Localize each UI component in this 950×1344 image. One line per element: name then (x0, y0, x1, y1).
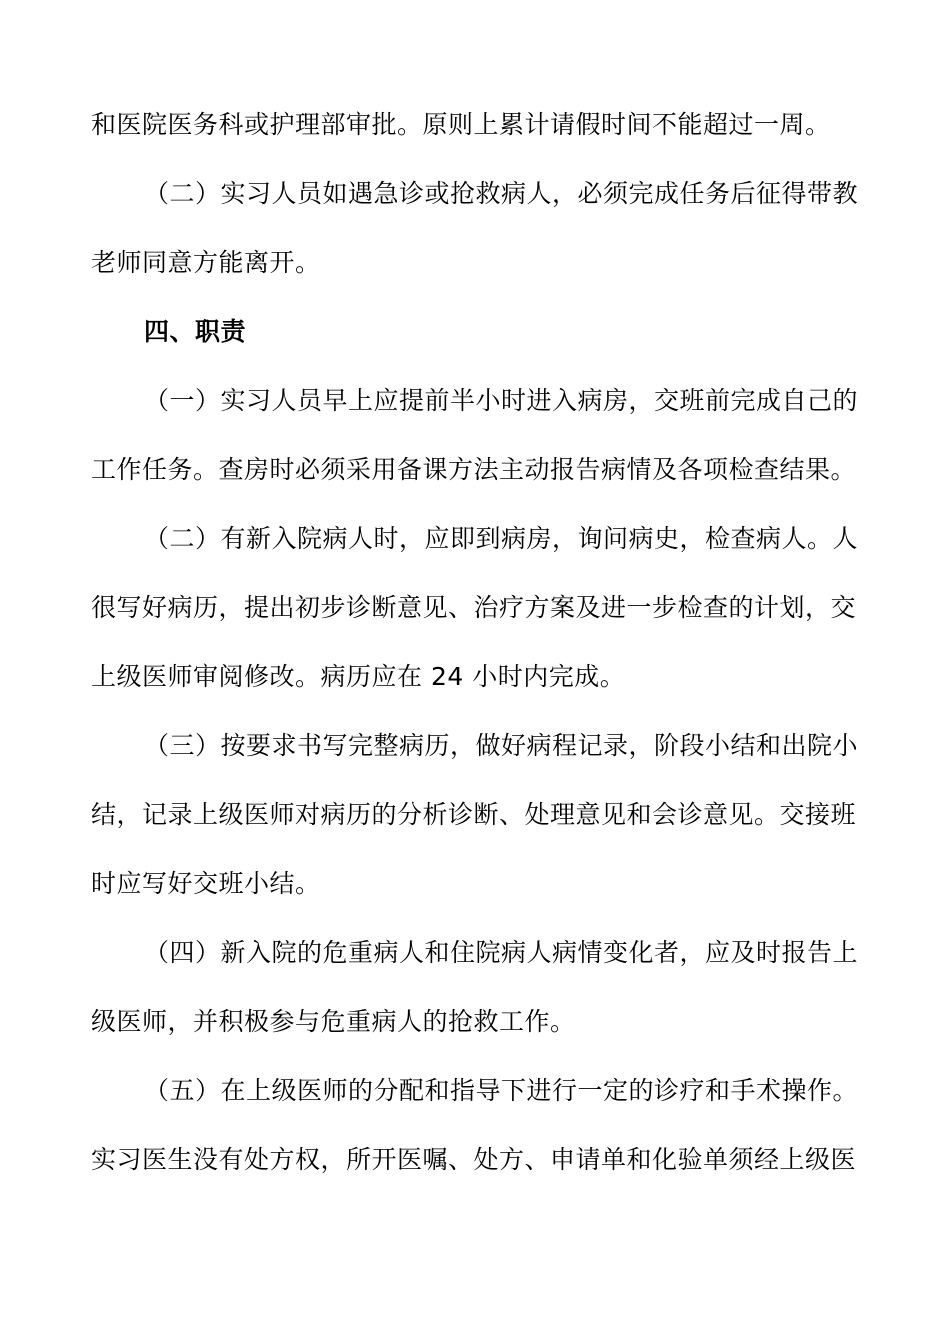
body-text-line: 老师同意方能离开。 (91, 248, 321, 277)
body-text-line: 实习医生没有处方权，所开医嘱、处方、申请单和化验单须经上级医 (91, 1145, 857, 1174)
body-text-line: （一）实习人员早上应提前半小时进入病房，交班前完成自己的 (144, 386, 859, 415)
body-text-line: 工作任务。查房时必须采用备课方法主动报告病情及各项检查结果。 (91, 455, 857, 484)
body-text-line: （二）实习人员如遇急诊或抢救病人，必须完成任务后征得带教 (144, 179, 859, 208)
body-text-line: （二）有新入院病人时，应即到病房，询问病史，检查病人。人 (144, 524, 859, 553)
body-text-line: （五）在上级医师的分配和指导下进行一定的诊疗和手术操作。 (144, 1076, 859, 1105)
section-heading: 四、职责 (144, 317, 247, 346)
body-text-line: 结，记录上级医师对病历的分析诊断、处理意见和会诊意见。交接班 (91, 800, 857, 829)
body-text-line: （三）按要求书写完整病历，做好病程记录，阶段小结和出院小 (144, 731, 859, 760)
body-text-line: （四）新入院的危重病人和住院病人病情变化者，应及时报告上 (144, 938, 859, 967)
body-text-line: 很写好病历，提出初步诊断意见、治疗方案及进一步检查的计划，交 (91, 593, 857, 622)
body-text-line: 和医院医务科或护理部审批。原则上累计请假时间不能超过一周。 (91, 110, 831, 139)
body-text-line: 时应写好交班小结。 (91, 869, 321, 898)
body-text-line: 级医师，并积极参与危重病人的抢救工作。 (91, 1007, 576, 1036)
body-text-line: 上级医师审阅修改。病历应在 24 小时内完成。 (91, 662, 626, 691)
